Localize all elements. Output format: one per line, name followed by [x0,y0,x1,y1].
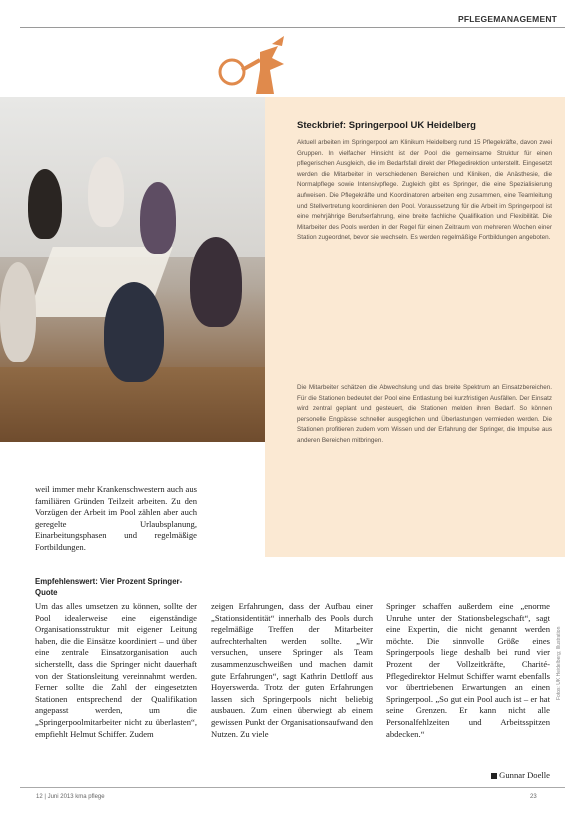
author-name: Gunnar Doelle [499,770,550,780]
photo-person [28,169,62,239]
footer-divider [20,787,565,788]
end-mark-icon [491,773,497,779]
photo-meeting [0,97,265,442]
illustration-figure [212,30,302,100]
article-subhead: Empfehlenswert: Vier Prozent Springer-Quote [35,577,183,597]
article-text: Um das alles umsetzen zu können, sollte der Pool idealerweise eine eigenständige Organisationsstruktur mit eigener Leitung haben, die die Einsätze koordiniert – und über eine zentrale Einsatzorganisation auch sicherstellt, dass die Springer nicht dauerhaft von der Stationsleitung vereinnahmt werden. Ferner sollte die Zahl der eingesetzten Stationen entsprechend der Qualifikation angepasst werden, um die „Springerpoolmitarbeiter nicht zu überlasten“, empfiehlt Helmut Schiffer. Zudem [35,601,197,739]
article-author [386,770,550,780]
photo-person [190,237,242,327]
photo-person [140,182,176,254]
factbox-paragraph: Die Mitarbeiter schätzen die Abwechslung und das breite Spektrum an Einsatzbereichen. Für die Stationen bedeutet der Pool eine Entlastung bei kurzfristigen Ausfällen. Der Einsatz wird zentral geplant und gesteuert, die Stationen melden ihren Bedarf. So können personelle Engpässe schneller ausgeglichen und Überlastungen vermieden werden. Die Stationen profitieren zudem vom Wissen und der Erfahrung der Springer, die Impulse aus anderen Bereichen mitbringen. [297,384,552,444]
photo-person [88,157,124,227]
article-text: Springer schaffen außerdem eine „enorme Unruhe unter der Stationsbelegschaft“, sagt eine Expertin, die nicht genannt werden möchte. Die sinnvolle Größe eines Springerpools liege deshalb bei rund vier Prozent der Vollzeitkräfte, Charité-Pflegedirektor Helmut Schiffer warnt ebenfalls vor übertriebenen Erwartungen an einen Springerpool. „So gut ein Pool auch ist – er hat seine Grenzen. Er kann nicht alle Personalfehlzeiten und Arbeitsspitzen abdecken.“ [386,601,550,739]
footer-issue: 12 | Juni 2013 kma pflege [36,794,105,800]
header-divider [20,27,565,28]
factbox-title: Steckbrief: Springerpool UK Heidelberg [297,120,476,131]
article-text: weil immer mehr Krankenschwestern auch aus familiären Gründen Teilzeit arbeiten. Zu den Vorzügen der Arbeit im Pool zählen aber auch geregelte Urlaubsplanung, Einarbeitungsphasen und regelmäßige Fortbildungen. [35,484,197,552]
article-text: zeigen Erfahrungen, dass der Aufbau einer „Stationsidentität“ innerhalb des Pools durch regelmäßige Treffen der Mitarbeiter aufrechterhalten werden sollte. „Wir versuchen, unsere Springer als Team zusammenzuschweißen und machen damit gute Erfahrungen“, sagt Kathrin Dettloff aus Hoyerswerda. Trotz der guten Erfahrungen lassen sich Springerpools nicht beliebig ausbauen. Zum einen überwiegt ab einem gewissen Punkt der Organisationsaufwand den Nutzen. Zu viele [211,601,373,739]
section-label: PFLEGEMANAGEMENT [458,14,558,24]
photo-person [104,282,164,382]
page-number: 23 [530,794,537,800]
photo-person [0,262,36,362]
photo-credit: Fotos: UK Heidelberg; Illustration [556,626,562,700]
factbox-paragraph: Aktuell arbeiten im Springerpool am Klinikum Heidelberg rund 15 Pflegekräfte, davon zwei Gruppen. In vielfacher Hinsicht ist der Pool die gemeinsame Struktur für einen pflegerischen Ausgleich, die im Bedarfsfall direkt der Pflegedirektion unterstellt. Eingesetzt werden die Mitarbeiter in verschiedenen Bereichen und Kliniken, die Anästhesie, die Normalpflege sowie Intensivpflege. Zugleich gibt es Springer, die eine Spezialisierung aufweisen. Die Pflegekräfte und Koordinatoren arbeiten eng zusammen, eine Teamleitung und Stellvertretung koordinieren den Pool. Voraussetzung für die Arbeit im Springerpool ist eine mehrjährige Berufserfahrung, eine breite fachliche Qualifikation und Flexibilität. Die Mitarbeiter des Pools werden in der Regel für einen Zeitraum von mehreren Wochen einer Station zugeordnet, bevor sie wechseln. Es werden regelmäßige Fortbildungen angeboten. [297,139,552,242]
